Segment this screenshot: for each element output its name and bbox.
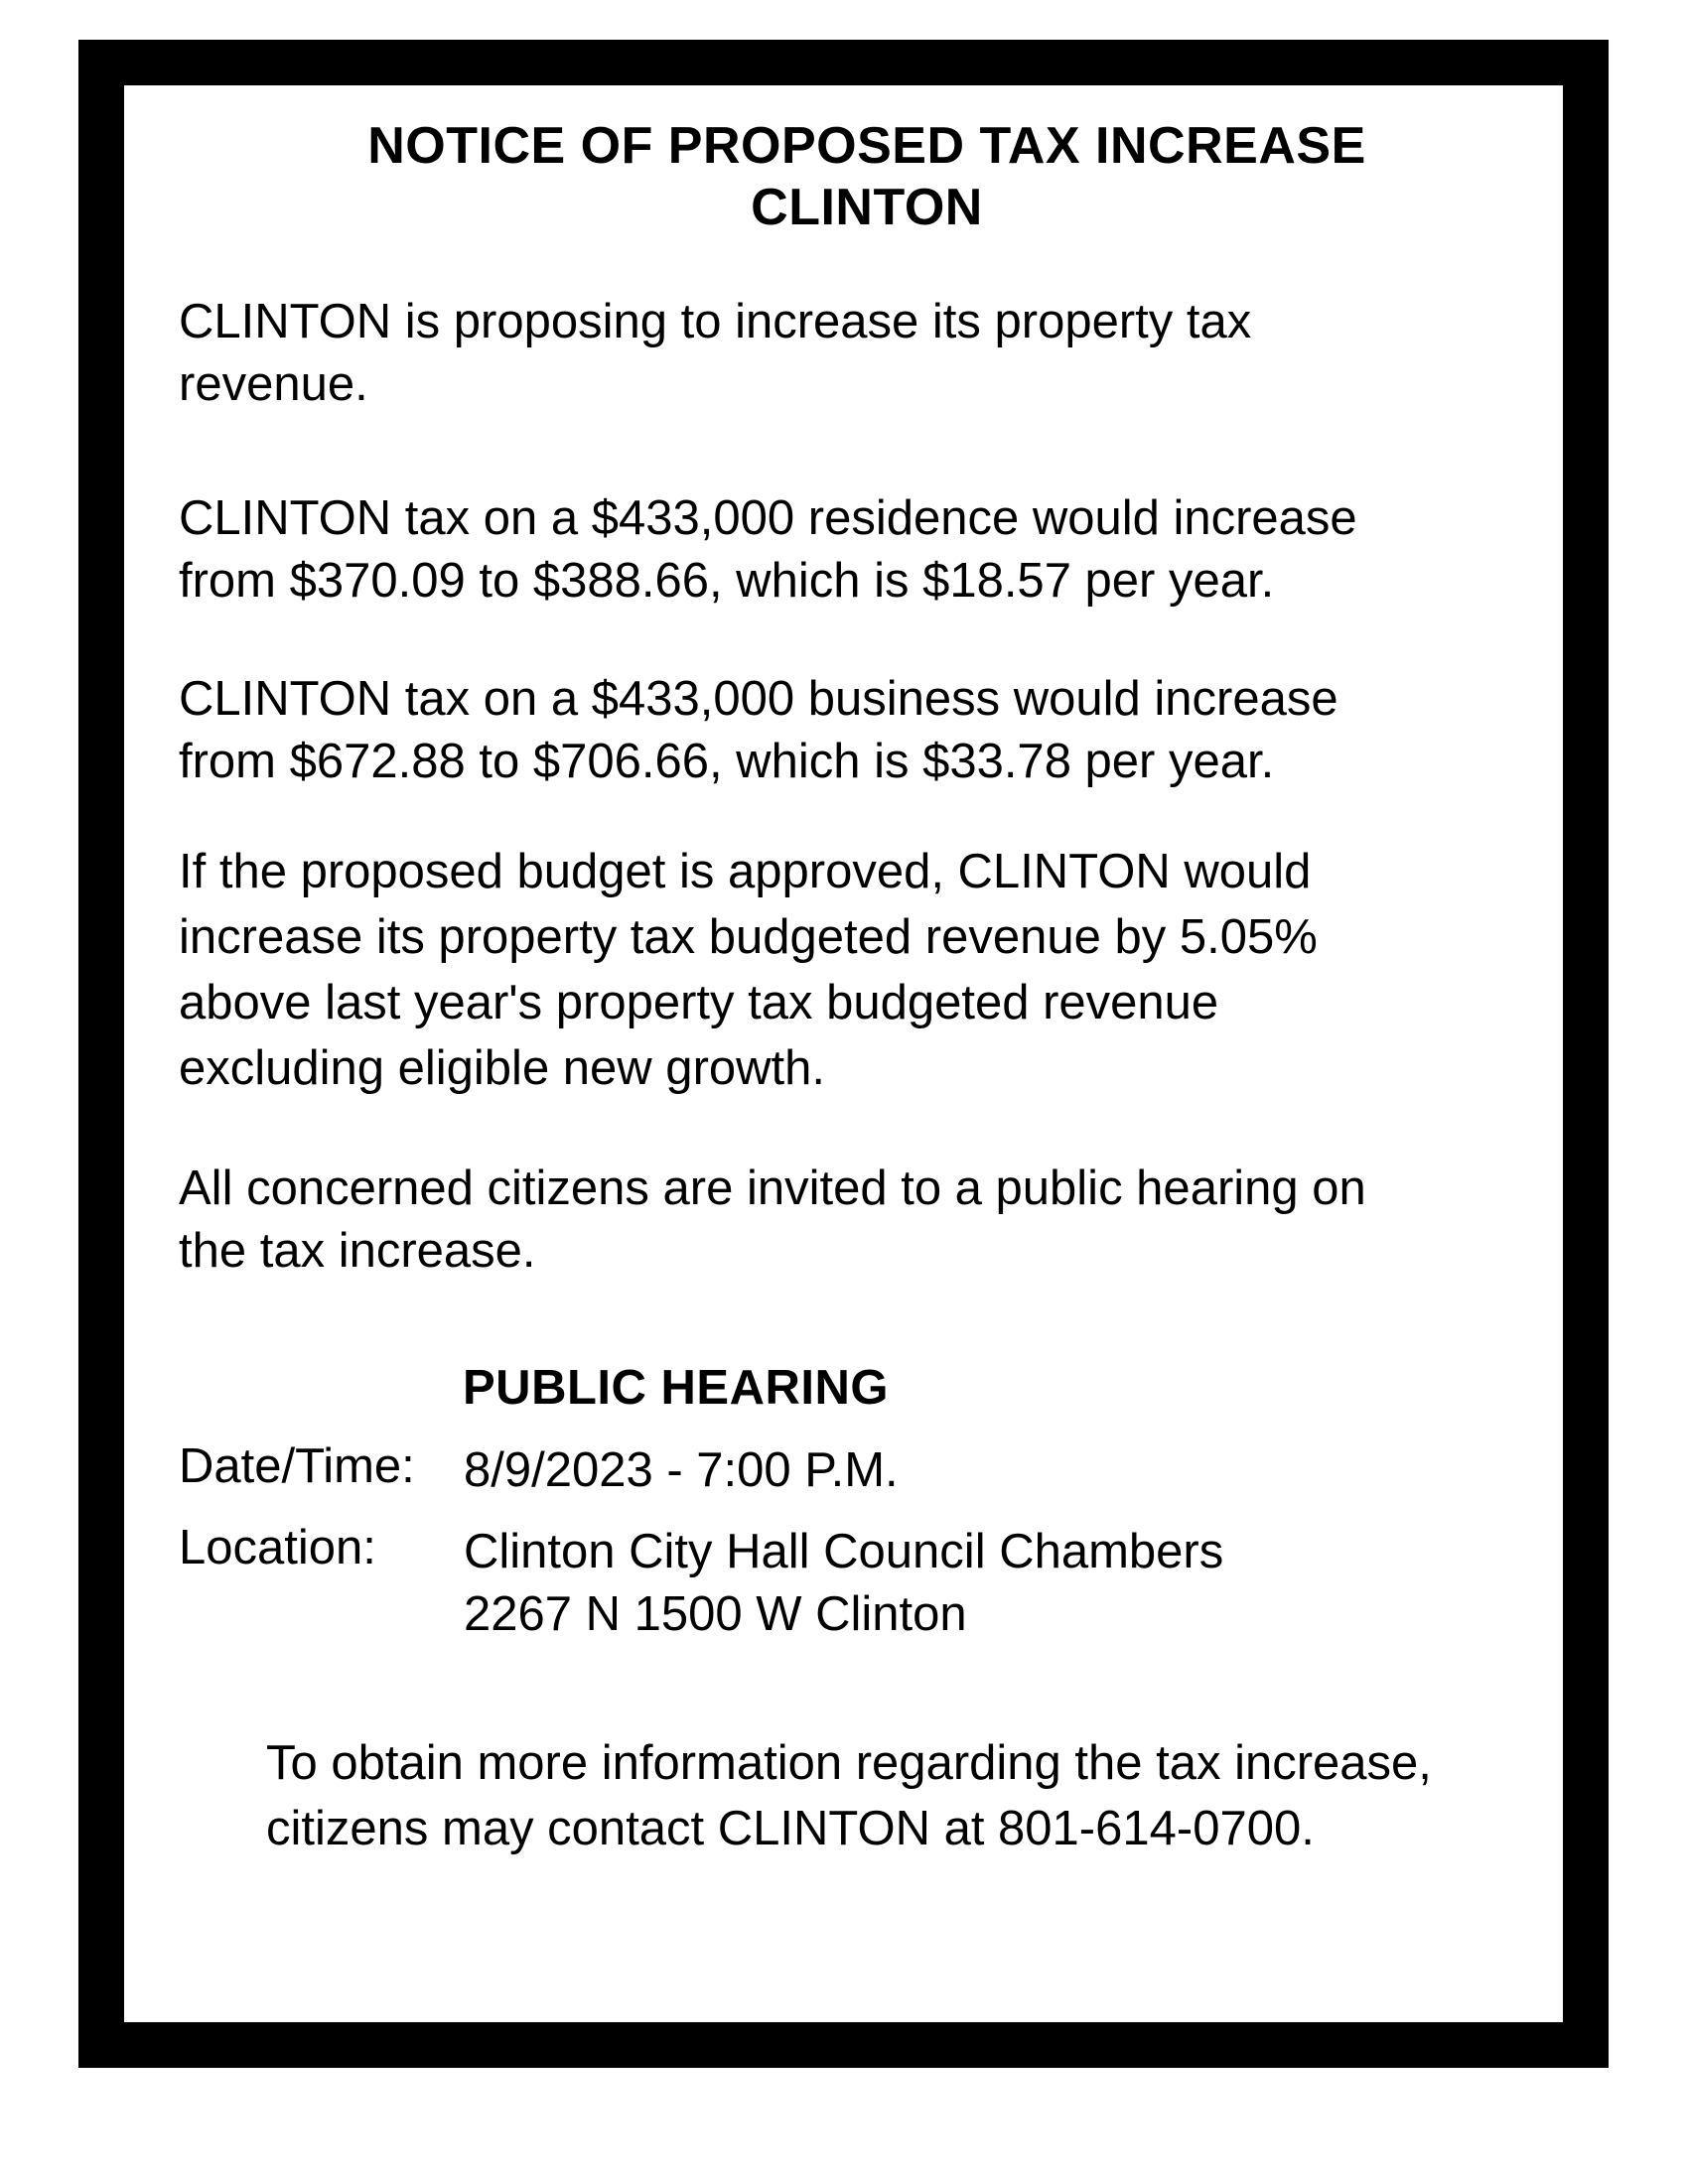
paragraph-residence-tax	[179, 487, 1509, 613]
paragraph-citizens-invited	[179, 1158, 1509, 1283]
paragraph-business-tax	[179, 668, 1509, 793]
location-value-line1: Clinton City Hall Council Chambers	[464, 1525, 1224, 1578]
notice-content-area	[124, 85, 1563, 2022]
paragraph-line: from $370.09 to $388.66, which is $18.57 per year.	[179, 554, 1275, 608]
public-hearing-heading: PUBLIC HEARING	[463, 1361, 889, 1415]
paragraph-line: increase its property tax budgeted revenue by 5.05%	[179, 910, 1318, 964]
paragraph-line: CLINTON is proposing to increase its property tax	[179, 295, 1252, 348]
paragraph-line: All concerned citizens are invited to a public hearing on	[179, 1161, 1366, 1215]
paragraph-line: To obtain more information regarding the tax increase,	[266, 1736, 1432, 1790]
paragraph-line: CLINTON tax on a $433,000 residence would increase	[179, 491, 1357, 545]
paragraph-line: citizens may contact CLINTON at 801-614-0700.	[266, 1802, 1315, 1855]
paragraph-line: from $672.88 to $706.66, which is $33.78 per year.	[179, 735, 1275, 788]
notice-title-line2: CLINTON	[751, 179, 983, 236]
notice-title-line1: NOTICE OF PROPOSED TAX INCREASE	[367, 117, 1366, 175]
location-value	[464, 1521, 1223, 1646]
paragraph-revenue-proposal	[179, 291, 1509, 416]
location-label: Location:	[179, 1521, 376, 1574]
paragraph-contact-info	[266, 1730, 1557, 1861]
paragraph-line: the tax increase.	[179, 1224, 536, 1278]
location-value-line2: 2267 N 1500 W Clinton	[464, 1587, 967, 1641]
paragraph-line: revenue.	[179, 357, 368, 411]
notice-title	[192, 115, 1542, 238]
paragraph-line: excluding eligible new growth.	[179, 1041, 825, 1095]
paragraph-line: If the proposed budget is approved, CLINTON would	[179, 845, 1312, 898]
paragraph-line: CLINTON tax on a $433,000 business would increase	[179, 672, 1338, 726]
notice-black-border-frame	[78, 40, 1609, 2068]
paragraph-budget-increase	[179, 839, 1509, 1101]
paragraph-line: above last year's property tax budgeted revenue	[179, 976, 1219, 1029]
datetime-value: 8/9/2023 - 7:00 P.M.	[464, 1443, 899, 1497]
datetime-label: Date/Time:	[179, 1439, 415, 1493]
